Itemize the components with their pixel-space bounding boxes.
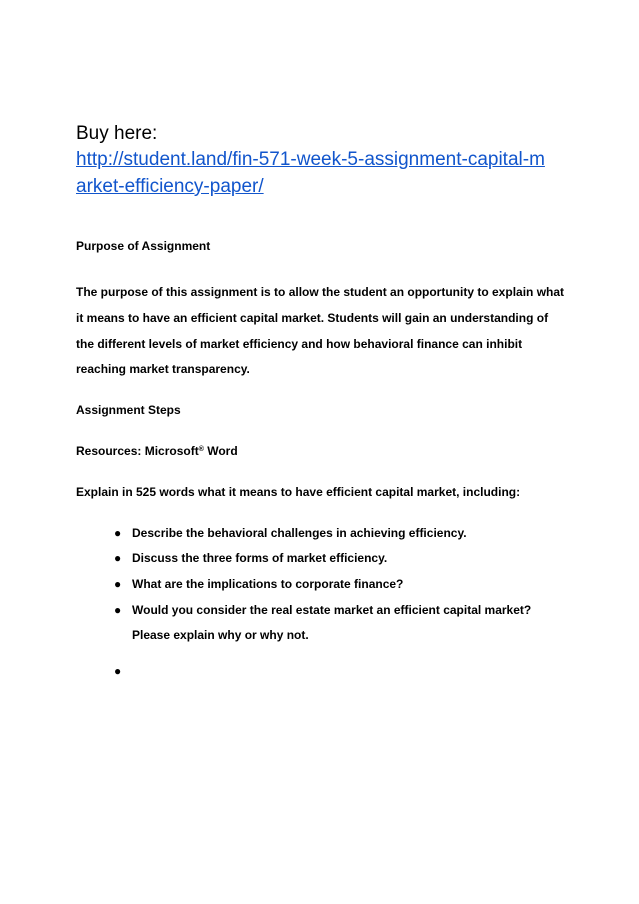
resources-line xyxy=(76,444,238,459)
list-item: What are the implications to corporate finance? xyxy=(132,577,404,591)
resources-suffix: Word xyxy=(203,444,238,458)
purchase-link-line-1[interactable]: http://student.land/fin-571-week-5-assignment-capital-m xyxy=(76,149,545,170)
list-item: Describe the behavioral challenges in achieving efficiency. xyxy=(132,526,467,540)
bullet-icon: ● xyxy=(114,577,122,591)
registered-mark: ® xyxy=(198,446,204,453)
purpose-paragraph-line: the different levels of market efficiency and how behavioral finance can inhibit xyxy=(76,337,523,351)
bullet-icon: ● xyxy=(114,603,122,617)
list-item: Discuss the three forms of market efficiency. xyxy=(132,551,388,565)
purpose-paragraph-line: it means to have an efficient capital market. Students will gain an understanding of xyxy=(76,311,549,325)
bullet-icon: ● xyxy=(114,551,122,565)
assignment-steps-heading: Assignment Steps xyxy=(76,403,181,417)
buy-here-label: Buy here: xyxy=(76,123,158,144)
list-item: Would you consider the real estate market an efficient capital market? xyxy=(132,603,532,617)
purpose-paragraph-line: reaching market transparency. xyxy=(76,362,250,376)
purpose-heading: Purpose of Assignment xyxy=(76,239,211,253)
purpose-paragraph-line: The purpose of this assignment is to allow the student an opportunity to explain what xyxy=(76,285,565,299)
bullet-icon: ● xyxy=(114,526,122,540)
purchase-link-line-2[interactable]: arket-efficiency-paper/ xyxy=(76,176,264,197)
resources-prefix: Resources: Microsoft xyxy=(76,444,199,458)
empty-bullet-icon: ● xyxy=(114,664,122,678)
list-item-continuation: Please explain why or why not. xyxy=(132,628,309,642)
explain-instruction: Explain in 525 words what it means to have efficient capital market, including: xyxy=(76,485,521,499)
